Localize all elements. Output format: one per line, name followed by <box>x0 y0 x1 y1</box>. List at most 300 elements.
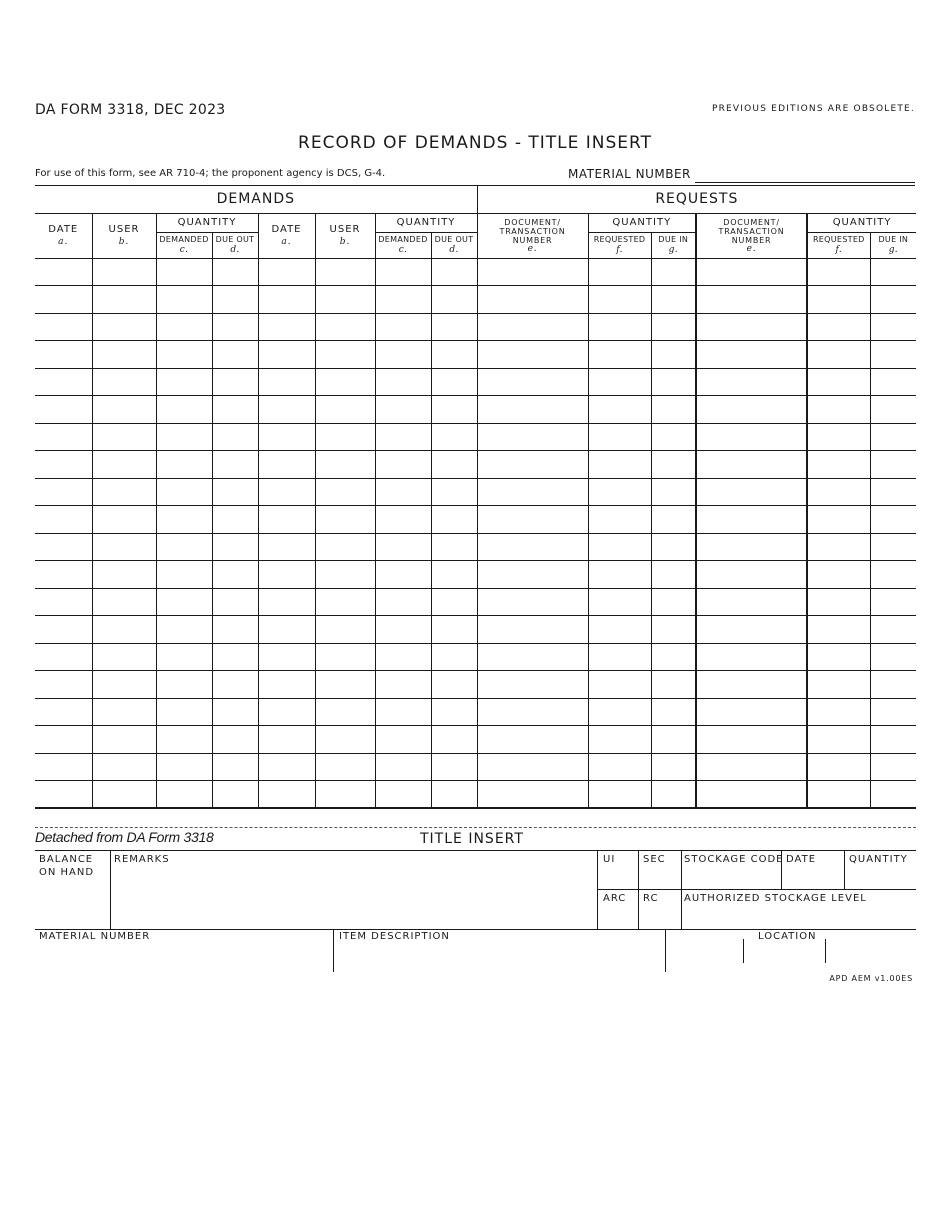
entry-cell[interactable] <box>212 643 258 671</box>
entry-cell[interactable] <box>258 258 315 286</box>
entry-cell[interactable] <box>588 753 651 781</box>
entry-cell[interactable] <box>477 781 588 809</box>
entry-cell[interactable] <box>870 478 916 506</box>
entry-cell[interactable] <box>588 616 651 644</box>
entry-cell[interactable] <box>212 533 258 561</box>
entry-cell[interactable] <box>375 423 431 451</box>
balance-on-hand-field[interactable]: BALANCE ON HAND <box>39 854 95 878</box>
entry-cell[interactable] <box>431 726 477 754</box>
entry-cell[interactable] <box>156 753 212 781</box>
entry-cell[interactable] <box>212 671 258 699</box>
entry-cell[interactable] <box>92 533 156 561</box>
entry-cell[interactable] <box>156 313 212 341</box>
entry-cell[interactable] <box>92 341 156 369</box>
entry-cell[interactable] <box>92 643 156 671</box>
item-description-field[interactable]: ITEM DESCRIPTION <box>339 931 450 942</box>
entry-cell[interactable] <box>92 451 156 479</box>
entry-cell[interactable] <box>588 478 651 506</box>
entry-cell[interactable] <box>212 588 258 616</box>
entry-cell[interactable] <box>870 258 916 286</box>
entry-cell[interactable] <box>588 286 651 314</box>
entry-cell[interactable] <box>588 781 651 809</box>
entry-cell[interactable] <box>431 396 477 424</box>
entry-cell[interactable] <box>870 698 916 726</box>
entry-cell[interactable] <box>375 313 431 341</box>
entry-cell[interactable] <box>807 753 870 781</box>
entry-cell[interactable] <box>588 698 651 726</box>
entry-cell[interactable] <box>870 396 916 424</box>
entry-cell[interactable] <box>477 726 588 754</box>
entry-cell[interactable] <box>696 341 807 369</box>
entry-cell[interactable] <box>156 506 212 534</box>
entry-cell[interactable] <box>212 258 258 286</box>
entry-cell[interactable] <box>696 258 807 286</box>
entry-cell[interactable] <box>696 286 807 314</box>
entry-cell[interactable] <box>651 478 696 506</box>
entry-cell[interactable] <box>35 753 92 781</box>
entry-cell[interactable] <box>212 313 258 341</box>
entry-cell[interactable] <box>35 588 92 616</box>
entry-cell[interactable] <box>258 451 315 479</box>
entry-cell[interactable] <box>375 698 431 726</box>
entry-cell[interactable] <box>696 423 807 451</box>
entry-cell[interactable] <box>315 286 375 314</box>
entry-cell[interactable] <box>477 451 588 479</box>
rc-field[interactable]: RC <box>643 893 659 904</box>
entry-cell[interactable] <box>212 726 258 754</box>
entry-cell[interactable] <box>477 643 588 671</box>
ui-field[interactable]: UI <box>603 854 616 865</box>
entry-cell[interactable] <box>431 258 477 286</box>
entry-cell[interactable] <box>807 451 870 479</box>
entry-cell[interactable] <box>807 643 870 671</box>
entry-cell[interactable] <box>35 671 92 699</box>
entry-cell[interactable] <box>651 726 696 754</box>
entry-cell[interactable] <box>375 506 431 534</box>
entry-cell[interactable] <box>870 561 916 589</box>
entry-cell[interactable] <box>477 313 588 341</box>
entry-cell[interactable] <box>651 753 696 781</box>
entry-cell[interactable] <box>651 781 696 809</box>
entry-cell[interactable] <box>258 781 315 809</box>
entry-cell[interactable] <box>156 588 212 616</box>
entry-cell[interactable] <box>156 423 212 451</box>
entry-cell[interactable] <box>35 313 92 341</box>
entry-cell[interactable] <box>315 588 375 616</box>
entry-cell[interactable] <box>651 451 696 479</box>
entry-cell[interactable] <box>696 671 807 699</box>
entry-cell[interactable] <box>35 561 92 589</box>
entry-cell[interactable] <box>35 258 92 286</box>
divider <box>110 850 111 929</box>
entry-cell[interactable] <box>156 368 212 396</box>
entry-cell[interactable] <box>588 561 651 589</box>
entry-cell[interactable] <box>156 698 212 726</box>
entry-cell[interactable] <box>870 671 916 699</box>
entry-cell[interactable] <box>651 643 696 671</box>
entry-cell[interactable] <box>807 561 870 589</box>
remarks-field[interactable]: REMARKS <box>114 854 170 865</box>
entry-cell[interactable] <box>35 478 92 506</box>
entry-cell[interactable] <box>258 313 315 341</box>
entry-cell[interactable] <box>315 616 375 644</box>
stockage-code-field[interactable]: STOCKAGE CODE <box>684 854 784 865</box>
entry-cell[interactable] <box>375 396 431 424</box>
entry-cell[interactable] <box>807 726 870 754</box>
entry-cell[interactable] <box>431 561 477 589</box>
entry-cell[interactable] <box>92 258 156 286</box>
entry-cell[interactable] <box>588 396 651 424</box>
entry-cell[interactable] <box>35 423 92 451</box>
entry-cell[interactable] <box>315 506 375 534</box>
entry-cell[interactable] <box>212 616 258 644</box>
entry-cell[interactable] <box>870 341 916 369</box>
entry-cell[interactable] <box>156 643 212 671</box>
entry-cell[interactable] <box>258 396 315 424</box>
entry-cell[interactable] <box>156 396 212 424</box>
entry-cell[interactable] <box>92 506 156 534</box>
entry-cell[interactable] <box>651 341 696 369</box>
entry-cell[interactable] <box>315 258 375 286</box>
entry-cell[interactable] <box>807 396 870 424</box>
entry-cell[interactable] <box>375 368 431 396</box>
entry-cell[interactable] <box>258 698 315 726</box>
entry-cell[interactable] <box>258 643 315 671</box>
entry-cell[interactable] <box>315 671 375 699</box>
entry-cell[interactable] <box>870 368 916 396</box>
entry-cell[interactable] <box>870 616 916 644</box>
entry-cell[interactable] <box>315 341 375 369</box>
entry-cell[interactable] <box>696 506 807 534</box>
entry-cell[interactable] <box>375 258 431 286</box>
entry-cell[interactable] <box>477 616 588 644</box>
entry-cell[interactable] <box>92 561 156 589</box>
entry-cell[interactable] <box>375 478 431 506</box>
entry-cell[interactable] <box>92 753 156 781</box>
entry-cell[interactable] <box>375 561 431 589</box>
arc-field[interactable]: ARC <box>603 893 627 904</box>
entry-cell[interactable] <box>315 643 375 671</box>
entry-cell[interactable] <box>807 506 870 534</box>
entry-cell[interactable] <box>870 643 916 671</box>
entry-cell[interactable] <box>212 451 258 479</box>
entry-cell[interactable] <box>212 396 258 424</box>
entry-cell[interactable] <box>696 643 807 671</box>
entry-cell[interactable] <box>35 368 92 396</box>
entry-cell[interactable] <box>92 368 156 396</box>
entry-cell[interactable] <box>651 423 696 451</box>
entry-cell[interactable] <box>477 423 588 451</box>
entry-cell[interactable] <box>35 286 92 314</box>
entry-cell[interactable] <box>696 753 807 781</box>
entry-cell[interactable] <box>315 478 375 506</box>
entry-cell[interactable] <box>651 533 696 561</box>
entry-cell[interactable] <box>375 533 431 561</box>
entry-cell[interactable] <box>212 478 258 506</box>
entry-cell[interactable] <box>258 368 315 396</box>
entry-cell[interactable] <box>35 396 92 424</box>
entry-cell[interactable] <box>315 561 375 589</box>
entry-cell[interactable] <box>212 506 258 534</box>
entry-cell[interactable] <box>477 698 588 726</box>
entry-cell[interactable] <box>156 726 212 754</box>
entry-cell[interactable] <box>156 616 212 644</box>
entry-cell[interactable] <box>315 451 375 479</box>
entry-cell[interactable] <box>375 753 431 781</box>
entry-cell[interactable] <box>156 533 212 561</box>
entry-cell[interactable] <box>477 478 588 506</box>
entry-cell[interactable] <box>431 781 477 809</box>
entry-cell[interactable] <box>696 313 807 341</box>
entry-cell[interactable] <box>651 313 696 341</box>
entry-cell[interactable] <box>315 423 375 451</box>
table-row <box>35 671 916 699</box>
entry-cell[interactable] <box>588 671 651 699</box>
entry-cell[interactable] <box>375 341 431 369</box>
entry-cell[interactable] <box>92 478 156 506</box>
entry-cell[interactable] <box>807 698 870 726</box>
entry-cell[interactable] <box>477 561 588 589</box>
entry-cell[interactable] <box>477 506 588 534</box>
entry-cell[interactable] <box>431 643 477 671</box>
entry-cell[interactable] <box>92 313 156 341</box>
entry-cell[interactable] <box>431 478 477 506</box>
entry-cell[interactable] <box>477 753 588 781</box>
entry-cell[interactable] <box>807 341 870 369</box>
entry-cell[interactable] <box>870 781 916 809</box>
entry-cell[interactable] <box>375 588 431 616</box>
entry-cell[interactable] <box>588 368 651 396</box>
entry-cell[interactable] <box>375 451 431 479</box>
entry-cell[interactable] <box>477 588 588 616</box>
entry-cell[interactable] <box>212 423 258 451</box>
entry-cell[interactable] <box>212 698 258 726</box>
entry-cell[interactable] <box>588 341 651 369</box>
entry-cell[interactable] <box>156 478 212 506</box>
entry-cell[interactable] <box>315 726 375 754</box>
entry-cell[interactable] <box>431 671 477 699</box>
material-number-insert-field[interactable]: MATERIAL NUMBER <box>39 931 151 942</box>
entry-cell[interactable] <box>35 698 92 726</box>
entry-cell[interactable] <box>807 286 870 314</box>
entry-cell[interactable] <box>588 423 651 451</box>
entry-cell[interactable] <box>431 286 477 314</box>
entry-cell[interactable] <box>212 561 258 589</box>
entry-cell[interactable] <box>315 781 375 809</box>
requests-header: REQUESTS <box>477 186 916 213</box>
entry-cell[interactable] <box>807 671 870 699</box>
location-field[interactable]: LOCATION <box>758 931 817 942</box>
entry-cell[interactable] <box>696 726 807 754</box>
entry-cell[interactable] <box>315 368 375 396</box>
entry-cell[interactable] <box>92 616 156 644</box>
entry-cell[interactable] <box>92 726 156 754</box>
entry-cell[interactable] <box>375 643 431 671</box>
entry-cell[interactable] <box>588 506 651 534</box>
entry-cell[interactable] <box>651 671 696 699</box>
entry-cell[interactable] <box>431 698 477 726</box>
entry-cell[interactable] <box>807 423 870 451</box>
entry-cell[interactable] <box>315 753 375 781</box>
entry-cell[interactable] <box>431 341 477 369</box>
entry-cell[interactable] <box>870 286 916 314</box>
entry-cell[interactable] <box>315 313 375 341</box>
material-number-field[interactable] <box>695 182 915 183</box>
entry-cell[interactable] <box>696 698 807 726</box>
quantity-field[interactable]: QUANTITY <box>849 854 908 865</box>
entry-cell[interactable] <box>807 616 870 644</box>
entry-cell[interactable] <box>431 423 477 451</box>
entry-cell[interactable] <box>870 423 916 451</box>
entry-cell[interactable] <box>258 423 315 451</box>
entry-cell[interactable] <box>696 396 807 424</box>
entry-cell[interactable] <box>375 616 431 644</box>
entry-cell[interactable] <box>651 698 696 726</box>
entry-cell[interactable] <box>212 286 258 314</box>
entry-cell[interactable] <box>92 781 156 809</box>
entry-cell[interactable] <box>258 533 315 561</box>
entry-cell[interactable] <box>651 258 696 286</box>
entry-cell[interactable] <box>870 533 916 561</box>
entry-cell[interactable] <box>870 588 916 616</box>
entry-cell[interactable] <box>92 396 156 424</box>
entry-cell[interactable] <box>35 341 92 369</box>
entry-cell[interactable] <box>870 506 916 534</box>
entry-cell[interactable] <box>431 451 477 479</box>
entry-cell[interactable] <box>258 478 315 506</box>
entry-cell[interactable] <box>35 533 92 561</box>
entry-cell[interactable] <box>588 313 651 341</box>
entry-cell[interactable] <box>258 671 315 699</box>
entry-cell[interactable] <box>212 781 258 809</box>
entry-cell[interactable] <box>315 533 375 561</box>
entry-cell[interactable] <box>35 726 92 754</box>
entry-cell[interactable] <box>696 478 807 506</box>
entry-cell[interactable] <box>258 616 315 644</box>
entry-cell[interactable] <box>588 451 651 479</box>
material-number-label: MATERIAL NUMBER <box>568 167 691 181</box>
entry-cell[interactable] <box>870 451 916 479</box>
entry-cell[interactable] <box>807 533 870 561</box>
entry-cell[interactable] <box>156 258 212 286</box>
entry-cell[interactable] <box>807 313 870 341</box>
entry-cell[interactable] <box>212 753 258 781</box>
version-code: APD AEM v1.00ES <box>829 974 913 983</box>
entry-cell[interactable] <box>477 258 588 286</box>
entry-cell[interactable] <box>807 258 870 286</box>
authorized-stockage-level-field[interactable]: AUTHORIZED STOCKAGE LEVEL <box>684 893 867 904</box>
entry-cell[interactable] <box>870 753 916 781</box>
entry-cell[interactable] <box>431 533 477 561</box>
entry-cell[interactable] <box>588 726 651 754</box>
entry-cell[interactable] <box>35 643 92 671</box>
entry-cell[interactable] <box>35 451 92 479</box>
entry-cell[interactable] <box>477 396 588 424</box>
entry-cell[interactable] <box>696 781 807 809</box>
entry-cell[interactable] <box>156 451 212 479</box>
entry-cell[interactable] <box>258 341 315 369</box>
entry-cell[interactable] <box>431 588 477 616</box>
entry-cell[interactable] <box>431 368 477 396</box>
entry-cell[interactable] <box>156 561 212 589</box>
entry-cell[interactable] <box>92 286 156 314</box>
entry-cell[interactable] <box>807 478 870 506</box>
entry-cell[interactable] <box>477 341 588 369</box>
entry-cell[interactable] <box>807 368 870 396</box>
entry-cell[interactable] <box>92 671 156 699</box>
entry-cell[interactable] <box>807 781 870 809</box>
entry-cell[interactable] <box>35 781 92 809</box>
entry-cell[interactable] <box>258 506 315 534</box>
entry-cell[interactable] <box>156 341 212 369</box>
entry-cell[interactable] <box>477 533 588 561</box>
sec-field[interactable]: SEC <box>643 854 666 865</box>
entry-cell[interactable] <box>156 781 212 809</box>
entry-cell[interactable] <box>651 286 696 314</box>
entry-cell[interactable] <box>315 698 375 726</box>
entry-cell[interactable] <box>156 286 212 314</box>
entry-cell[interactable] <box>588 588 651 616</box>
entry-cell[interactable] <box>870 313 916 341</box>
entry-cell[interactable] <box>35 506 92 534</box>
entry-cell[interactable] <box>651 588 696 616</box>
entry-cell[interactable] <box>477 671 588 699</box>
divider <box>681 850 682 929</box>
entry-cell[interactable] <box>212 368 258 396</box>
entry-cell[interactable] <box>212 341 258 369</box>
entry-cell[interactable] <box>258 588 315 616</box>
entry-cell[interactable] <box>375 671 431 699</box>
entry-cell[interactable] <box>870 726 916 754</box>
entry-cell[interactable] <box>258 726 315 754</box>
entry-cell[interactable] <box>92 423 156 451</box>
entry-cell[interactable] <box>258 753 315 781</box>
entry-cell[interactable] <box>588 258 651 286</box>
entry-cell[interactable] <box>258 561 315 589</box>
entry-cell[interactable] <box>156 671 212 699</box>
entry-cell[interactable] <box>696 616 807 644</box>
entry-cell[interactable] <box>431 753 477 781</box>
entry-cell[interactable] <box>258 286 315 314</box>
entry-cell[interactable] <box>431 313 477 341</box>
entry-cell[interactable] <box>696 561 807 589</box>
entry-cell[interactable] <box>696 368 807 396</box>
entry-cell[interactable] <box>375 781 431 809</box>
entry-cell[interactable] <box>651 396 696 424</box>
entry-cell[interactable] <box>807 588 870 616</box>
entry-cell[interactable] <box>651 368 696 396</box>
entry-cell[interactable] <box>315 396 375 424</box>
entry-cell[interactable] <box>588 643 651 671</box>
entry-cell[interactable] <box>477 368 588 396</box>
entry-cell[interactable] <box>431 616 477 644</box>
entry-cell[interactable] <box>92 588 156 616</box>
entry-cell[interactable] <box>696 533 807 561</box>
entry-cell[interactable] <box>651 561 696 589</box>
entry-cell[interactable] <box>696 451 807 479</box>
entry-cell[interactable] <box>375 726 431 754</box>
entry-cell[interactable] <box>477 286 588 314</box>
date-field[interactable]: DATE <box>786 854 817 865</box>
entry-cell[interactable] <box>651 616 696 644</box>
entry-cell[interactable] <box>651 506 696 534</box>
entry-cell[interactable] <box>588 533 651 561</box>
entry-cell[interactable] <box>696 588 807 616</box>
entry-cell[interactable] <box>431 506 477 534</box>
entry-cell[interactable] <box>35 616 92 644</box>
entry-cell[interactable] <box>92 698 156 726</box>
entry-cell[interactable] <box>375 286 431 314</box>
